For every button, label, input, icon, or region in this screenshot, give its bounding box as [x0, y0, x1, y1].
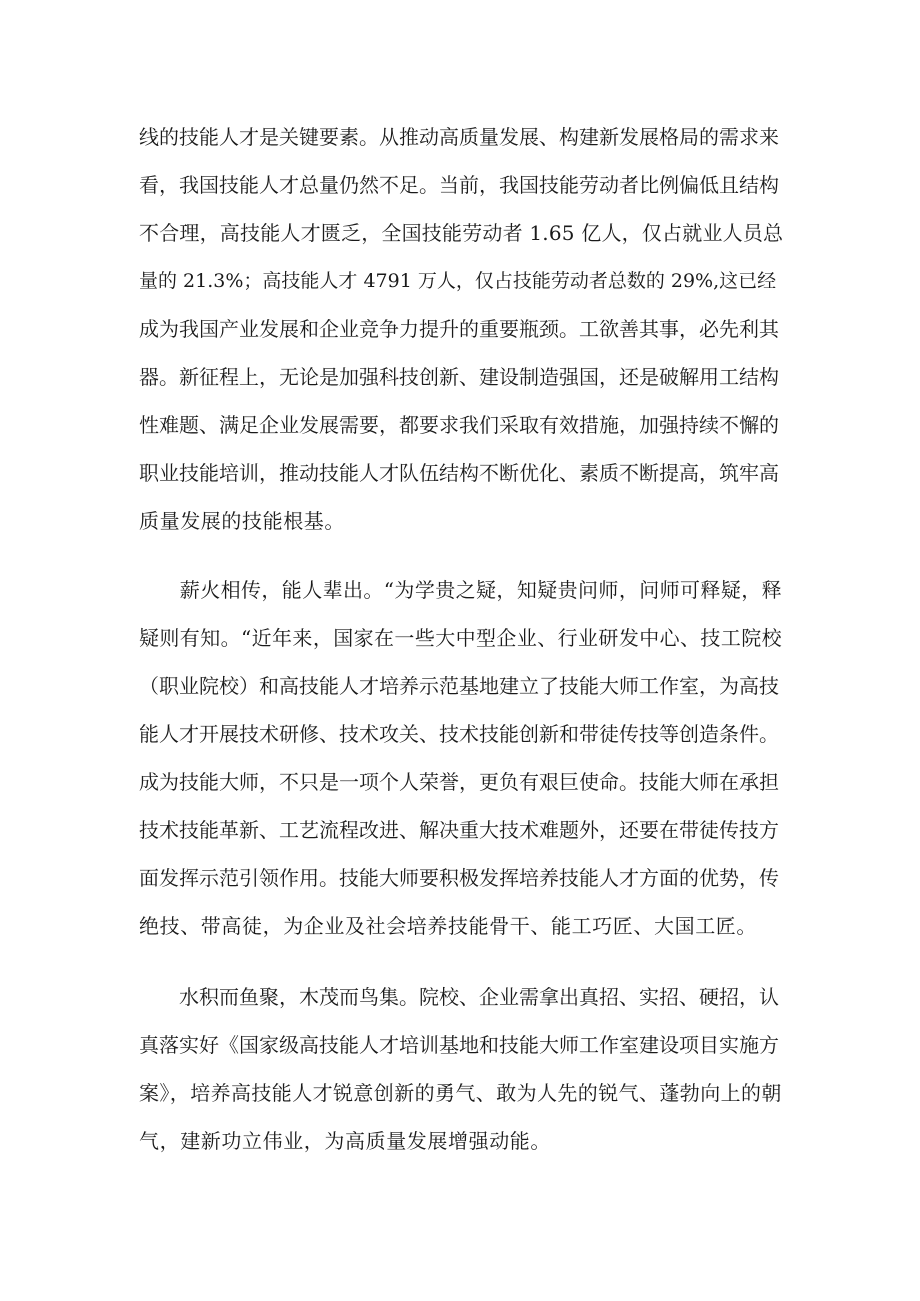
text-line: 不合理，高技能人才匮乏，全国技能劳动者 1.65 亿人，仅占就业人员总: [139, 221, 784, 245]
text-line: 看，我国技能人才总量仍然不足。当前，我国技能劳动者比例偏低且结构: [139, 173, 779, 197]
text-line: 质量发展的技能根基。: [139, 509, 345, 533]
text-line: 线的技能人才是关键要素。从推动高质量发展、构建新发展格局的需求来: [139, 125, 779, 149]
paragraph-1: [139, 113, 784, 545]
text-line: 薪火相传，能人辈出。“为学贵之疑，知疑贵问师，问师可释疑，释: [139, 578, 783, 602]
text-line: 技术技能革新、工艺流程改进、解决重大技术难题外，还要在带徒传技方: [139, 818, 779, 842]
text-line: 案》，培养高技能人才锐意创新的勇气、敢为人先的锐气、蓬勃向上的朝: [139, 1081, 782, 1105]
text-line: 成为技能大师，不只是一项个人荣誉，更负有艰巨使命。技能大师在承担: [139, 770, 779, 794]
text-line: 性难题、满足企业发展需要，都要求我们采取有效措施，加强持续不懈的: [139, 413, 779, 437]
text-line: 真落实好《国家级高技能人才培训基地和技能大师工作室建设项目实施方: [139, 1033, 779, 1057]
text-line: 能人才开展技术研修、技术攻关、技术技能创新和带徒传技等创造条件。: [139, 722, 779, 746]
paragraph-3: [139, 973, 784, 1165]
text-line: 职业技能培训，推动技能人才队伍结构不断优化、素质不断提高，筑牢高: [139, 461, 779, 485]
text-line: 水积而鱼聚，木茂而鸟集。院校、企业需拿出真招、实招、硬招，认: [139, 985, 779, 1009]
text-line: 气，建新功立伟业，为高质量发展增强动能。: [139, 1129, 551, 1153]
text-line: 量的 21.3%；高技能人才 4791 万人，仅占技能劳动者总数的 29%,这已经: [139, 270, 777, 292]
text-line: （职业院校）和高技能人才培养示范基地建立了技能大师工作室，为高技: [139, 674, 779, 698]
text-line: 疑则有知。“近年来，国家在一些大中型企业、行业研发中心、技工院校: [139, 626, 783, 650]
text-line: 面发挥示范引领作用。技能大师要积极发挥培养技能人才方面的优势，传: [139, 866, 779, 890]
text-line: 器。新征程上，无论是加强科技创新、建设制造强国，还是破解用工结构: [139, 365, 779, 389]
text-line: 绝技、带高徒，为企业及社会培养技能骨干、能工巧匠、大国工匠。: [139, 914, 757, 938]
paragraph-2: [139, 566, 784, 950]
text-line: 成为我国产业发展和企业竞争力提升的重要瓶颈。工欲善其事，必先利其: [139, 317, 779, 341]
